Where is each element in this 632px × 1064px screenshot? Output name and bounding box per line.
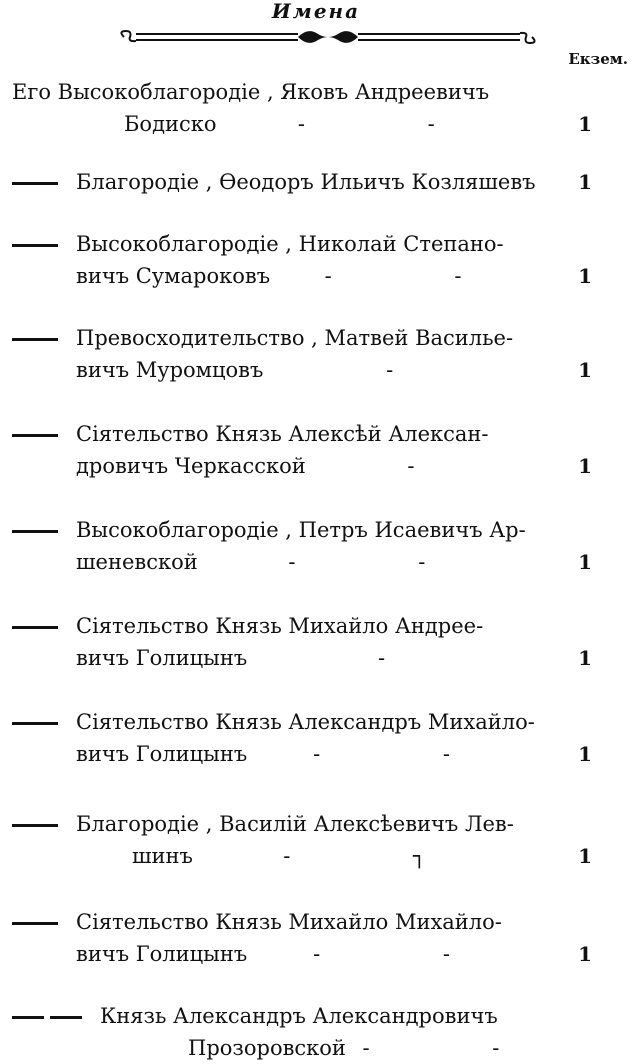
list-item <box>12 228 620 292</box>
ditto-dash <box>12 322 64 354</box>
entry-line1: Благородіе , Василій Алексѣевичъ Лев- <box>76 812 514 836</box>
entry-line1: Сіятельство Князь Алексѣй Алексан- <box>76 422 489 446</box>
entry-line1: Высокоблагородіе , Николай Степано- <box>76 232 504 256</box>
leader-dashes: - <box>407 454 473 478</box>
copies-count: 1 <box>578 646 592 670</box>
ditto-dash <box>12 610 64 642</box>
ornament-divider <box>118 26 538 48</box>
leader-dashes: - - <box>324 264 520 288</box>
entry-line2: вичъ Голицынъ <box>76 646 248 670</box>
entry-line1: Сіятельство Князь Михайло Михайло- <box>76 910 502 934</box>
list-item <box>12 166 620 198</box>
entry-line1: Сіятельство Князь Александръ Михайло- <box>76 710 535 734</box>
column-header-copies: Екзем. <box>568 50 628 68</box>
entry-line2: вичъ Голицынъ <box>76 742 248 766</box>
ditto-dash <box>12 418 64 450</box>
copies-count: 1 <box>578 358 592 382</box>
copies-count: 1 <box>578 112 592 136</box>
entry-line2: Бодиско <box>124 112 217 136</box>
page-title: Имена <box>271 0 361 23</box>
entry-line1: Превосходительство , Матвей Василье- <box>76 326 514 350</box>
ditto-dash <box>12 906 64 938</box>
list-item <box>12 514 620 578</box>
copies-count: 1 <box>578 454 592 478</box>
ditto-dash <box>12 706 64 738</box>
leader-dashes: - - <box>313 742 509 766</box>
ditto-dash <box>12 514 64 546</box>
copies-count: 1 <box>578 844 592 868</box>
entry-line2: шеневской <box>76 550 198 574</box>
entry-line1: Благородіе , Өеодоръ Ильичъ Козляшевъ <box>76 170 536 194</box>
leader-dashes: - - <box>362 1036 558 1060</box>
ditto-dash-double <box>12 1000 88 1032</box>
list-item <box>12 76 620 140</box>
leader-dashes: - ┐ <box>283 844 484 868</box>
list-item <box>12 706 620 770</box>
list-item <box>12 610 620 674</box>
entry-line1: Его Высокоблагородіе , Яковъ Андреевичъ <box>12 80 490 104</box>
entry-line2: шинъ <box>132 844 193 868</box>
entry-line1: Князь Александръ Александровичъ <box>100 1004 498 1028</box>
list-item <box>12 808 620 872</box>
copies-count: 1 <box>578 170 592 194</box>
list-item <box>12 418 620 482</box>
list-item <box>12 322 620 386</box>
leader-dashes: - - <box>288 550 484 574</box>
copies-count: 1 <box>578 264 592 288</box>
copies-count: 1 <box>578 550 592 574</box>
leader-dashes: - <box>386 358 452 382</box>
entry-line1: Высокоблагородіе , Петръ Исаевичъ Ар- <box>76 518 526 542</box>
ditto-dash <box>12 228 64 260</box>
list-item <box>12 1000 620 1064</box>
entry-line2: вичъ Голицынъ <box>76 942 248 966</box>
ditto-dash <box>12 808 64 840</box>
list-item <box>12 906 620 970</box>
entry-line2: вичъ Муромцовъ <box>76 358 264 382</box>
entry-line2: дровичъ Черкасской <box>76 454 306 478</box>
entry-line2: вичъ Сумароковъ <box>76 264 271 288</box>
copies-count: 1 <box>578 942 592 966</box>
leader-dashes: - - <box>297 112 493 136</box>
leader-dashes: - <box>378 646 444 670</box>
entry-line2: Прозоровской <box>188 1036 346 1060</box>
entry-line1: Сіятельство Князь Михайло Андрее- <box>76 614 484 638</box>
ditto-dash <box>12 166 64 198</box>
copies-count: 1 <box>578 742 592 766</box>
leader-dashes: - - <box>313 942 509 966</box>
